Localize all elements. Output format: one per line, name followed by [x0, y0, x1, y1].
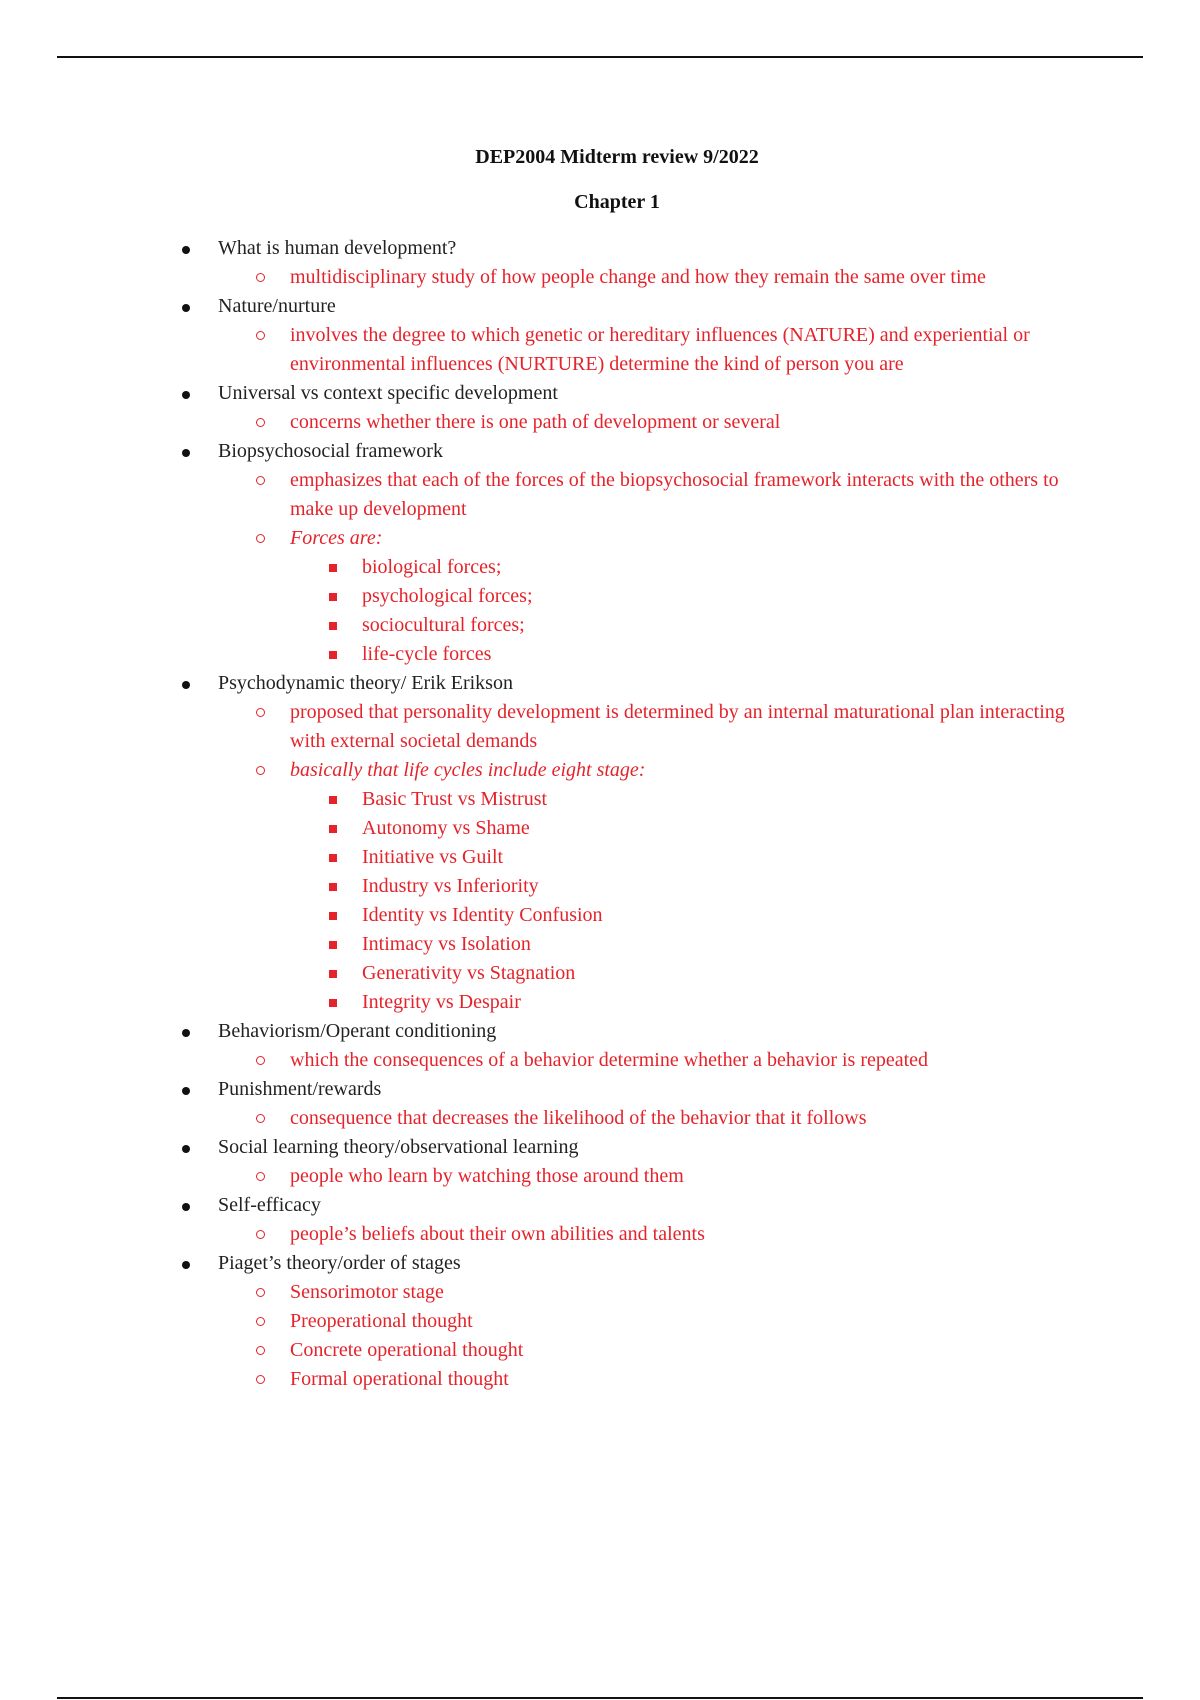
sub-sub-item	[362, 640, 1070, 669]
sub-list	[218, 263, 1200, 292]
sub-item	[290, 1104, 1070, 1133]
outline-item-text: What is human development?	[218, 237, 457, 259]
sub-sub-item	[362, 582, 1070, 611]
sub-list	[218, 321, 1200, 379]
bullet-circle-icon	[256, 708, 265, 717]
sub-list	[218, 1046, 1200, 1075]
sub-list	[218, 466, 1200, 669]
outline-item-text: Punishment/rewards	[218, 1078, 382, 1100]
sub-sub-item	[362, 553, 1070, 582]
bullet-circle-icon	[256, 1230, 265, 1239]
sub-sub-item	[362, 843, 1070, 872]
sub-item	[290, 698, 1070, 756]
bullet-square-icon	[329, 883, 337, 891]
sub-item	[290, 466, 1070, 524]
outline-item	[0, 1017, 1200, 1075]
bullet-disc-icon	[182, 449, 190, 457]
sub-sub-item-text: Initiative vs Guilt	[362, 846, 504, 868]
sub-item-text: people’s beliefs about their own abilities and talents	[290, 1223, 705, 1245]
sub-item-text: which the consequences of a behavior determine whether a behavior is repeated	[290, 1049, 929, 1071]
sub-sub-item	[362, 785, 1070, 814]
outline-item-text: Biopsychosocial framework	[218, 440, 443, 462]
bullet-disc-icon	[182, 1203, 190, 1211]
bullet-disc-icon	[182, 1261, 190, 1269]
sub-sub-item	[362, 959, 1070, 988]
sub-sub-item-text: Identity vs Identity Confusion	[362, 904, 603, 926]
sub-item	[290, 524, 1070, 669]
bullet-square-icon	[329, 825, 337, 833]
sub-item-text: Formal operational thought	[290, 1368, 509, 1390]
sub-sub-item	[362, 611, 1070, 640]
sub-item-text: basically that life cycles include eight stage:	[290, 759, 646, 781]
bullet-circle-icon	[256, 1172, 265, 1181]
sub-item	[290, 321, 1070, 379]
bullet-circle-icon	[256, 273, 265, 282]
sub-sub-item	[362, 901, 1070, 930]
sub-sub-item	[362, 814, 1070, 843]
bullet-disc-icon	[182, 1029, 190, 1037]
chapter-heading: Chapter 1	[574, 191, 660, 213]
bullet-disc-icon	[182, 1087, 190, 1095]
sub-item-text: multidisciplinary study of how people change and how they remain the same over time	[290, 266, 986, 288]
outline-item-text: Piaget’s theory/order of stages	[218, 1252, 461, 1274]
bullet-circle-icon	[256, 1346, 265, 1355]
sub-item-text: involves the degree to which genetic or hereditary influences (NATURE) and experiential or environmental influences (NURTURE) determine the kind of person you are	[290, 324, 1030, 375]
outline-item	[0, 437, 1200, 669]
bullet-square-icon	[329, 854, 337, 862]
sub-sub-item-text: sociocultural forces;	[362, 614, 525, 636]
bullet-circle-icon	[256, 1056, 265, 1065]
sub-item-text: consequence that decreases the likelihood of the behavior that it follows	[290, 1107, 867, 1129]
sub-item	[290, 1307, 1070, 1336]
outline-item-text: Self-efficacy	[218, 1194, 321, 1216]
bullet-square-icon	[329, 970, 337, 978]
sub-item	[290, 1365, 1070, 1394]
sub-sub-item-text: biological forces;	[362, 556, 502, 578]
bullet-square-icon	[329, 564, 337, 572]
sub-item	[290, 1220, 1070, 1249]
bullet-circle-icon	[256, 766, 265, 775]
bullet-circle-icon	[256, 1114, 265, 1123]
sub-sub-item-text: Industry vs Inferiority	[362, 875, 539, 897]
bullet-circle-icon	[256, 534, 265, 543]
bullet-disc-icon	[182, 304, 190, 312]
sub-item	[290, 1162, 1070, 1191]
bullet-circle-icon	[256, 476, 265, 485]
sub-list	[218, 1220, 1200, 1249]
bullet-square-icon	[329, 912, 337, 920]
outline-list	[0, 234, 1200, 1394]
bullet-square-icon	[329, 796, 337, 804]
sub-sub-item-text: Autonomy vs Shame	[362, 817, 530, 839]
outline-item	[0, 1191, 1200, 1249]
sub-sub-item-text: Generativity vs Stagnation	[362, 962, 576, 984]
document-title: DEP2004 Midterm review 9/2022	[475, 146, 759, 168]
sub-sub-item-text: life-cycle forces	[362, 643, 492, 665]
outline-item-text: Behaviorism/Operant conditioning	[218, 1020, 497, 1042]
sub-item-text: Sensorimotor stage	[290, 1281, 444, 1303]
sub-item	[290, 1046, 1070, 1075]
header-rule	[57, 56, 1143, 58]
sub-sub-list	[290, 553, 1070, 669]
sub-sub-item	[362, 930, 1070, 959]
sub-item	[290, 1336, 1070, 1365]
outline-item	[0, 379, 1200, 437]
sub-item	[290, 263, 1070, 292]
sub-item-text: concerns whether there is one path of development or several	[290, 411, 781, 433]
sub-sub-list	[290, 785, 1070, 1017]
sub-list	[218, 698, 1200, 1017]
bullet-square-icon	[329, 651, 337, 659]
sub-sub-item	[362, 988, 1070, 1017]
sub-list	[218, 1162, 1200, 1191]
bullet-circle-icon	[256, 1317, 265, 1326]
sub-sub-item	[362, 872, 1070, 901]
bullet-square-icon	[329, 941, 337, 949]
sub-sub-item-text: psychological forces;	[362, 585, 533, 607]
bullet-square-icon	[329, 999, 337, 1007]
bullet-circle-icon	[256, 331, 265, 340]
sub-item	[290, 408, 1070, 437]
sub-item-text: proposed that personality development is determined by an internal maturational plan interacting with external societal demands	[290, 701, 1065, 752]
outline-item-text: Nature/nurture	[218, 295, 336, 317]
sub-item	[290, 1278, 1070, 1307]
sub-sub-item-text: Integrity vs Despair	[362, 991, 521, 1013]
bullet-disc-icon	[182, 681, 190, 689]
outline-item-text: Universal vs context specific development	[218, 382, 558, 404]
sub-sub-item-text: Basic Trust vs Mistrust	[362, 788, 548, 810]
bullet-circle-icon	[256, 418, 265, 427]
sub-list	[218, 408, 1200, 437]
bullet-disc-icon	[182, 391, 190, 399]
bullet-square-icon	[329, 622, 337, 630]
outline-item	[0, 1249, 1200, 1394]
bullet-square-icon	[329, 593, 337, 601]
sub-item-text: emphasizes that each of the forces of the biopsychosocial framework interacts with the others to make up development	[290, 469, 1059, 520]
sub-item-text: Concrete operational thought	[290, 1339, 524, 1361]
bullet-disc-icon	[182, 246, 190, 254]
sub-list	[218, 1278, 1200, 1394]
bullet-circle-icon	[256, 1375, 265, 1384]
sub-item-text: Forces are:	[290, 527, 383, 549]
outline-item-text: Social learning theory/observational learning	[218, 1136, 579, 1158]
outline-item	[0, 234, 1200, 292]
bullet-circle-icon	[256, 1288, 265, 1297]
outline-item-text: Psychodynamic theory/ Erik Erikson	[218, 672, 513, 694]
sub-item-text: Preoperational thought	[290, 1310, 473, 1332]
footer-rule	[57, 1697, 1143, 1699]
outline-item	[0, 669, 1200, 1017]
outline-item	[0, 292, 1200, 379]
sub-item	[290, 756, 1070, 1017]
sub-sub-item-text: Intimacy vs Isolation	[362, 933, 531, 955]
outline-item	[0, 1133, 1200, 1191]
sub-list	[218, 1104, 1200, 1133]
outline-item	[0, 1075, 1200, 1133]
sub-item-text: people who learn by watching those around them	[290, 1165, 684, 1187]
bullet-disc-icon	[182, 1145, 190, 1153]
